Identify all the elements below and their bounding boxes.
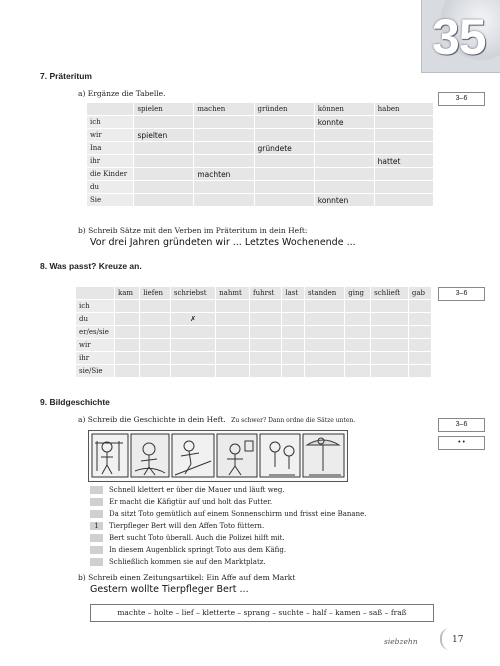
ex7-col-header: haben: [374, 103, 433, 116]
sentence-item: Bert sucht Toto überall. Auch die Polizei hilft mit.: [90, 533, 285, 543]
table-row: [87, 116, 434, 129]
ex7-cell[interactable]: [254, 181, 314, 194]
ex7-cell[interactable]: [134, 116, 194, 129]
ex8-level-tag: 3–6: [438, 287, 485, 301]
ex7-cell[interactable]: [194, 155, 254, 168]
ex8-cell[interactable]: [115, 352, 140, 365]
ex8-row-label: wir: [76, 339, 115, 352]
ex8-cell[interactable]: [170, 300, 215, 313]
order-box[interactable]: [90, 546, 103, 554]
ex8-cell[interactable]: [216, 326, 250, 339]
ex8-cell[interactable]: [371, 352, 409, 365]
ex8-col-header: standen: [305, 287, 345, 300]
ex8-cell[interactable]: [345, 300, 371, 313]
ex7-cell[interactable]: [194, 116, 254, 129]
ex8-cell[interactable]: [216, 313, 250, 326]
ex7-cell[interactable]: [134, 168, 194, 181]
ex8-col-header: fuhrst: [249, 287, 281, 300]
order-box[interactable]: 1: [90, 522, 103, 530]
table-row: [76, 300, 432, 313]
ex8-cell[interactable]: [140, 300, 171, 313]
ex8-cell[interactable]: [115, 339, 140, 352]
ex7-cell[interactable]: [134, 194, 194, 207]
ex8-cell[interactable]: [249, 352, 281, 365]
ex8-cell[interactable]: [371, 326, 409, 339]
ex8-col-header: liefen: [140, 287, 171, 300]
ex8-row-label: sie/Sie: [76, 365, 115, 378]
ex7-level-tag: 3–6: [438, 92, 485, 106]
ex7-cell[interactable]: [374, 129, 433, 142]
sentence-item: Da sitzt Toto gemütlich auf einem Sonnenschirm und frisst eine Banane.: [90, 509, 366, 519]
ex7-cell[interactable]: [314, 181, 374, 194]
ex8-col-header: gab: [408, 287, 431, 300]
ex8-cell[interactable]: [216, 300, 250, 313]
ex9-heading: 9. Bildgeschichte: [40, 397, 110, 407]
ex7-cell[interactable]: konnten: [314, 194, 374, 207]
ex7-cell[interactable]: [314, 129, 374, 142]
ex7-b-instruction: b) Schreib Sätze mit den Verben im Präteritum in dein Heft:: [78, 226, 308, 235]
comic-strip-illustration: [88, 430, 348, 482]
ex7-row-label: die Kinder: [87, 168, 134, 181]
ex8-heading: 8. Was passt? Kreuze an.: [40, 261, 142, 271]
page-number-word: siebzehn: [384, 637, 418, 646]
ex9-level-tag: 3–6: [438, 418, 485, 432]
ex8-cell[interactable]: [408, 313, 431, 326]
ex8-cell[interactable]: [305, 326, 345, 339]
ex8-cell[interactable]: [408, 352, 431, 365]
sentence-item: Er macht die Käfigtür auf und holt das Futter.: [90, 497, 272, 507]
ex8-cell[interactable]: [140, 313, 171, 326]
ex8-cell[interactable]: [305, 339, 345, 352]
ex8-cell[interactable]: [305, 300, 345, 313]
table-row: [76, 352, 432, 365]
ex8-cell[interactable]: [371, 339, 409, 352]
order-box[interactable]: [90, 486, 103, 494]
table-row: [76, 365, 432, 378]
ex8-row-label: ich: [76, 300, 115, 313]
ex8-cell[interactable]: [282, 313, 305, 326]
ex8-cell[interactable]: [408, 326, 431, 339]
ex7-row-label: wir: [87, 129, 134, 142]
ex7-cell[interactable]: machten: [194, 168, 254, 181]
ex8-cell[interactable]: [305, 365, 345, 378]
ex7-row-label: ich: [87, 116, 134, 129]
ex8-cell[interactable]: [282, 339, 305, 352]
table-row: [87, 155, 434, 168]
ex7-row-label: Sie: [87, 194, 134, 207]
ex8-cell[interactable]: [305, 352, 345, 365]
ex7-cell[interactable]: [134, 142, 194, 155]
ex8-cell[interactable]: [249, 339, 281, 352]
sentence-item: 1 Tierpfleger Bert will den Affen Toto füttern.: [90, 521, 264, 531]
verb-word-box: machte – holte – lief – kletterte – sprang – suchte – half – kamen – saß – fraß: [90, 604, 434, 622]
ex8-cell[interactable]: [115, 313, 140, 326]
ex7-row-label: du: [87, 181, 134, 194]
ex9-b-example: Gestern wollte Tierpfleger Bert ...: [90, 584, 249, 595]
ex7-cell[interactable]: [194, 129, 254, 142]
ex8-cell[interactable]: [140, 339, 171, 352]
order-box[interactable]: [90, 534, 103, 542]
table-row: [87, 181, 434, 194]
ex7-cell[interactable]: [374, 194, 433, 207]
page-number-footer: 17: [452, 635, 464, 645]
ex8-cell[interactable]: [249, 326, 281, 339]
table-row: [87, 129, 434, 142]
sentence-item: In diesem Augenblick springt Toto aus dem Käfig.: [90, 545, 286, 555]
ex8-cell[interactable]: [115, 365, 140, 378]
ex8-cell[interactable]: [345, 313, 371, 326]
ex8-cell[interactable]: [282, 365, 305, 378]
ex7-cell[interactable]: gründete: [254, 142, 314, 155]
ex8-col-header: nahmt: [216, 287, 250, 300]
ex7-cell[interactable]: hattet: [374, 155, 433, 168]
ex8-cell[interactable]: [345, 352, 371, 365]
sentence-item: Schließlich kommen sie auf den Marktplatz.: [90, 557, 266, 567]
ex7-row-label: Ina: [87, 142, 134, 155]
ex7-cell[interactable]: [254, 116, 314, 129]
ex8-cell[interactable]: [170, 352, 215, 365]
ex7-cell[interactable]: [254, 129, 314, 142]
ex7-b-example: Vor drei Jahren gründeten wir ... Letztes Wochenende ...: [90, 237, 356, 248]
ex9-difficulty-tag: • •: [438, 436, 485, 450]
ex8-cell[interactable]: [140, 365, 171, 378]
ex7-a-instruction: a) Ergänze die Tabelle.: [78, 89, 166, 98]
ex7-row-label: ihr: [87, 155, 134, 168]
ex8-row-label: er/es/sie: [76, 326, 115, 339]
ex7-col-header: machen: [194, 103, 254, 116]
ex7-cell[interactable]: [254, 168, 314, 181]
ex8-col-header: last: [282, 287, 305, 300]
ex7-cell[interactable]: [314, 155, 374, 168]
ex8-cell[interactable]: [345, 365, 371, 378]
ex7-cell[interactable]: [374, 168, 433, 181]
ex9-a-instruction: a) Schreib die Geschichte in dein Heft. Zu schwer? Dann ordne die Sätze unten.: [78, 415, 356, 424]
ex8-cell[interactable]: ✗: [170, 313, 215, 326]
table-row: [87, 168, 434, 181]
ex8-cell[interactable]: [170, 339, 215, 352]
sentence-item: Schnell klettert er über die Mauer und läuft weg.: [90, 485, 285, 495]
ex7-table: [86, 102, 434, 207]
ex8-cell[interactable]: [115, 300, 140, 313]
ex8-cell[interactable]: [408, 339, 431, 352]
order-box[interactable]: [90, 558, 103, 566]
ex7-cell[interactable]: [194, 194, 254, 207]
ex8-cell[interactable]: [140, 352, 171, 365]
ex8-cell[interactable]: [371, 300, 409, 313]
ex8-cell[interactable]: [408, 365, 431, 378]
ex8-row-label: ihr: [76, 352, 115, 365]
table-row: [76, 326, 432, 339]
ex7-cell[interactable]: [374, 116, 433, 129]
ex8-col-header: kam: [115, 287, 140, 300]
ex8-row-label: du: [76, 313, 115, 326]
ex8-cell[interactable]: [216, 365, 250, 378]
table-row: [87, 142, 434, 155]
ex7-col-header: spielen: [134, 103, 194, 116]
table-row: [76, 313, 432, 326]
page-number: 35: [432, 9, 486, 65]
table-row: [76, 339, 432, 352]
table-row: [87, 194, 434, 207]
ex8-cell[interactable]: [345, 326, 371, 339]
ex8-col-header: schlieft: [371, 287, 409, 300]
ex8-cell[interactable]: [282, 300, 305, 313]
ex7-cell[interactable]: [134, 181, 194, 194]
ex7-cell[interactable]: [314, 142, 374, 155]
ex8-cell[interactable]: [170, 326, 215, 339]
ex7-heading: 7. Präteritum: [40, 71, 92, 81]
ex7-cell[interactable]: [374, 181, 433, 194]
ex8-cell[interactable]: [140, 326, 171, 339]
ex8-cell[interactable]: [371, 365, 409, 378]
page-number-badge: [421, 0, 500, 73]
ex7-cell[interactable]: [194, 142, 254, 155]
ex8-col-header: schriebst: [170, 287, 215, 300]
ex8-cell[interactable]: [249, 365, 281, 378]
ex7-cell[interactable]: [314, 168, 374, 181]
ex8-col-header: ging: [345, 287, 371, 300]
ex8-cell[interactable]: [216, 339, 250, 352]
ex7-cell[interactable]: [194, 181, 254, 194]
ex9-b-instruction: b) Schreib einen Zeitungsartikel: Ein Affe auf dem Markt: [78, 573, 296, 582]
ex8-cell[interactable]: [305, 313, 345, 326]
ex8-cell[interactable]: [345, 339, 371, 352]
order-box[interactable]: [90, 498, 103, 506]
ex8-cell[interactable]: [249, 313, 281, 326]
ex8-cell[interactable]: [282, 352, 305, 365]
ex8-cell[interactable]: [216, 352, 250, 365]
ex8-cell[interactable]: [371, 313, 409, 326]
comic-drawing: [89, 431, 347, 481]
order-box[interactable]: [90, 510, 103, 518]
ex7-col-header: gründen: [254, 103, 314, 116]
ex8-cell[interactable]: [249, 300, 281, 313]
ex8-cell[interactable]: [115, 326, 140, 339]
ex8-cell[interactable]: [170, 365, 215, 378]
ex9-a-hint: Zu schwer? Dann ordne die Sätze unten.: [231, 417, 356, 424]
ex7-cell[interactable]: spielten: [134, 129, 194, 142]
ex7-cell[interactable]: konnte: [314, 116, 374, 129]
ex7-cell[interactable]: [134, 155, 194, 168]
ex8-cell[interactable]: [408, 300, 431, 313]
ex8-cell[interactable]: [282, 326, 305, 339]
ex7-cell[interactable]: [254, 155, 314, 168]
ex7-cell[interactable]: [374, 142, 433, 155]
ex7-cell[interactable]: [254, 194, 314, 207]
ex7-col-header: können: [314, 103, 374, 116]
ex8-table: [75, 286, 432, 378]
